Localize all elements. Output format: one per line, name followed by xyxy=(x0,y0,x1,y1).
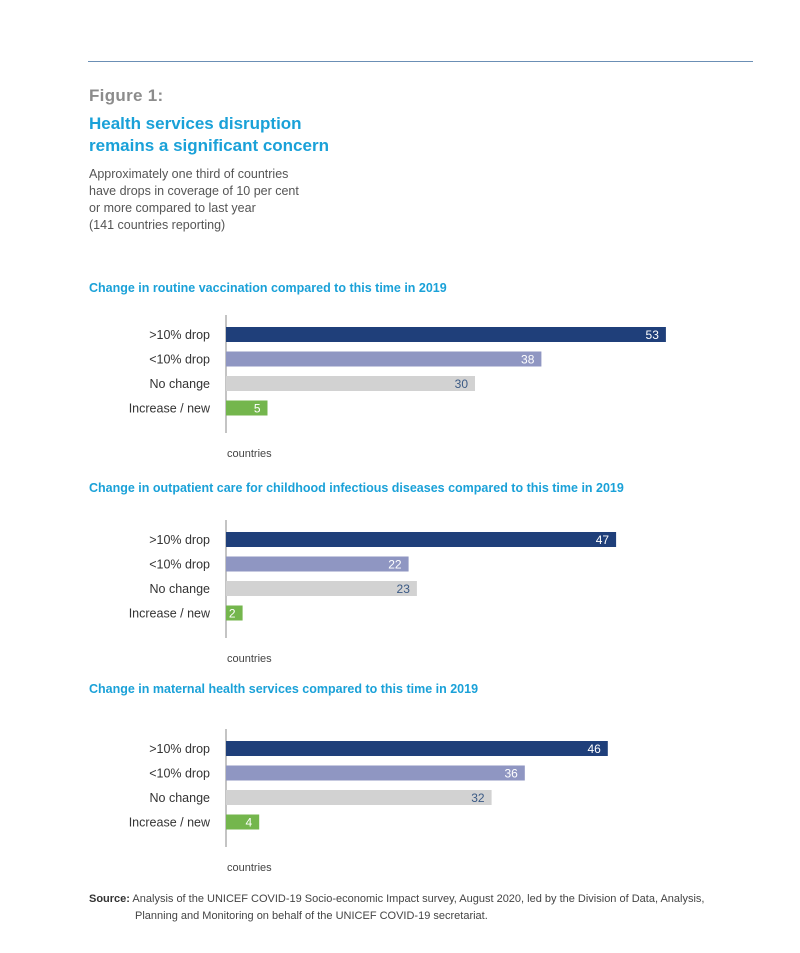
bar-10-drop xyxy=(226,327,666,342)
chart-2-title: Change in outpatient care for childhood infectious diseases compared to this time in 2019 xyxy=(89,481,624,495)
subtitle-line-4: (141 countries reporting) xyxy=(89,218,226,232)
bar-increase-new xyxy=(226,401,268,416)
value-label-10-drop: 46 xyxy=(587,742,601,756)
x-axis-label: countries xyxy=(227,448,272,460)
subtitle-line-1: Approximately one third of countries xyxy=(89,167,289,181)
category-label-no-change: No change xyxy=(149,582,210,596)
maternal-health-bar-chart xyxy=(0,729,800,874)
category-label-increase-new: Increase / new xyxy=(128,401,210,416)
chart-3-title: Change in maternal health services compared to this time in 2019 xyxy=(89,682,479,696)
value-label-10-drop: 53 xyxy=(645,328,659,342)
bar-no-change xyxy=(226,376,475,391)
x-axis-label: countries xyxy=(227,653,272,665)
x-axis-label: countries xyxy=(227,862,272,874)
subtitle-line-3: or more compared to last year xyxy=(89,201,256,215)
category-label-10-drop: >10% drop xyxy=(149,533,210,547)
value-label-10-drop: 38 xyxy=(521,352,535,367)
category-label-10-drop: >10% drop xyxy=(149,742,210,756)
source-text-line-1: Analysis of the UNICEF COVID-19 Socio-economic Impact survey, August 2020, led by the Division of Data, Analysis, xyxy=(132,893,705,905)
top-divider xyxy=(88,61,753,62)
source-text-line-2: Planning and Monitoring on behalf of the UNICEF COVID-19 secretariat. xyxy=(135,910,488,922)
bar-10-drop xyxy=(226,741,608,756)
source-note xyxy=(89,891,749,925)
value-label-increase-new: 5 xyxy=(253,401,261,416)
chart-1-title: Change in routine vaccination compared to this time in 2019 xyxy=(89,281,447,295)
category-label-no-change: No change xyxy=(149,791,210,805)
category-label-10-drop: <10% drop xyxy=(149,352,210,367)
bar-no-change xyxy=(226,790,492,805)
value-label-no-change: 23 xyxy=(396,582,410,596)
value-label-increase-new: 4 xyxy=(245,815,253,830)
figure-subtitle xyxy=(89,166,349,234)
value-label-no-change: 32 xyxy=(471,791,485,805)
bar-10-drop xyxy=(226,766,525,781)
value-label-10-drop: 22 xyxy=(388,557,402,572)
vaccination-bar-chart xyxy=(0,315,800,460)
value-label-increase-new: 2 xyxy=(228,606,236,621)
bar-10-drop xyxy=(226,532,616,547)
bar-increase-new xyxy=(226,815,259,830)
bar-10-drop xyxy=(226,557,409,572)
value-label-10-drop: 47 xyxy=(595,533,610,547)
value-label-no-change: 30 xyxy=(454,377,468,391)
figure-title-line-1: Health services disruption xyxy=(89,114,302,133)
category-label-10-drop: <10% drop xyxy=(149,766,210,781)
source-label: Source: xyxy=(89,893,130,905)
subtitle-line-2: have drops in coverage of 10 per cent xyxy=(89,184,299,198)
bar-no-change xyxy=(226,581,417,596)
category-label-10-drop: >10% drop xyxy=(149,328,210,342)
figure-title-line-2: remains a significant concern xyxy=(89,136,329,155)
figure-title xyxy=(89,113,389,157)
figure-label: Figure 1: xyxy=(89,86,164,105)
category-label-10-drop: <10% drop xyxy=(149,557,210,572)
outpatient-bar-chart xyxy=(0,520,800,665)
category-label-increase-new: Increase / new xyxy=(128,815,210,830)
bar-10-drop xyxy=(226,352,541,367)
category-label-no-change: No change xyxy=(149,377,210,391)
value-label-10-drop: 36 xyxy=(504,766,518,781)
category-label-increase-new: Increase / new xyxy=(128,606,210,621)
